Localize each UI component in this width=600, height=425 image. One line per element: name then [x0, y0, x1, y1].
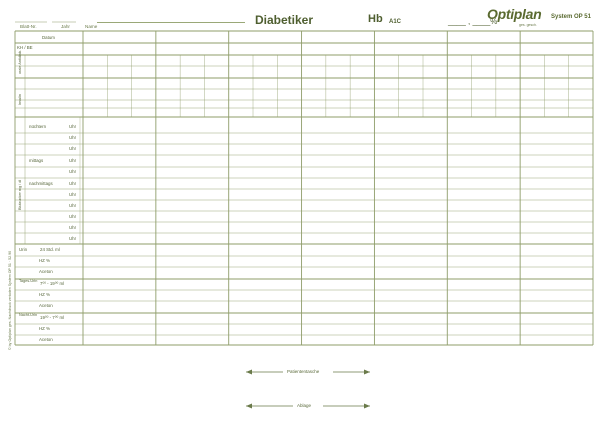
uhr-label: Uhr: [69, 225, 77, 230]
kh-be-label: KH / BE: [17, 45, 33, 50]
page-title: Diabetiker: [255, 13, 314, 27]
patiententasche-label: Patiententasche: [287, 369, 320, 374]
datum-label: Datum: [42, 35, 55, 40]
brand-subtext: ges. gesch.: [519, 23, 537, 27]
nuechtern-label: nüchtern: [29, 124, 47, 129]
uhr-label: Uhr: [69, 214, 77, 219]
aceton-label: Aceton: [39, 303, 53, 308]
a1c-label: A1C: [389, 19, 402, 25]
uhr-label: Uhr: [69, 203, 77, 208]
hz-label: HZ %: [39, 292, 50, 297]
mittags-label: mittags: [29, 158, 44, 163]
blatt-nr-label: Blatt-Nr.: [20, 24, 37, 29]
insulin-label: Insulin: [18, 94, 22, 105]
uhr-label: Uhr: [69, 158, 77, 163]
system-label: System OP 51: [551, 14, 591, 20]
copyright-note: © by Optiplan ges. Nachdruck verboten System OP 51 · 52.90: [8, 250, 12, 350]
hba1c-percent-field[interactable]: ____ , ____%: [448, 17, 498, 26]
uhr-label: Uhr: [69, 192, 77, 197]
urin-24-label: 24 Std. ml: [40, 247, 60, 252]
aceton-label: Aceton: [39, 269, 53, 274]
urin-label: Urin: [19, 247, 28, 252]
uhr-label: Uhr: [69, 169, 77, 174]
grid-lines: [15, 22, 593, 345]
aceton-label: Aceton: [39, 337, 53, 342]
ablage-label: Ablage: [297, 403, 312, 408]
uhr-label: Uhr: [69, 146, 77, 151]
uhr-label: Uhr: [69, 181, 77, 186]
nacht-urin-label: Nacht-Urin: [19, 313, 38, 317]
hz-label: HZ %: [39, 258, 50, 263]
jahr-label: Jahr: [61, 24, 70, 29]
hz-label: HZ %: [39, 326, 50, 331]
brand-logo: Optiplan: [487, 6, 542, 22]
name-label: Name: [85, 24, 98, 29]
uhr-label: Uhr: [69, 135, 77, 140]
tages-urin-label: Tages-Urin: [19, 279, 38, 283]
hb-label: Hb: [368, 13, 383, 25]
blutzucker-label: Blutzucker mg / dl: [18, 179, 22, 210]
nachmittags-label: nachmittags: [29, 181, 53, 186]
tages-time-label: 7⁰⁰ - 19⁰⁰ ml: [40, 281, 65, 286]
uhr-label: Uhr: [69, 124, 77, 129]
nacht-time-label: 19⁰⁰ - 7⁰⁰ ml: [40, 315, 65, 320]
orale-antidiab-label: orale Antidiab.: [18, 49, 22, 74]
uhr-label: Uhr: [69, 236, 77, 241]
